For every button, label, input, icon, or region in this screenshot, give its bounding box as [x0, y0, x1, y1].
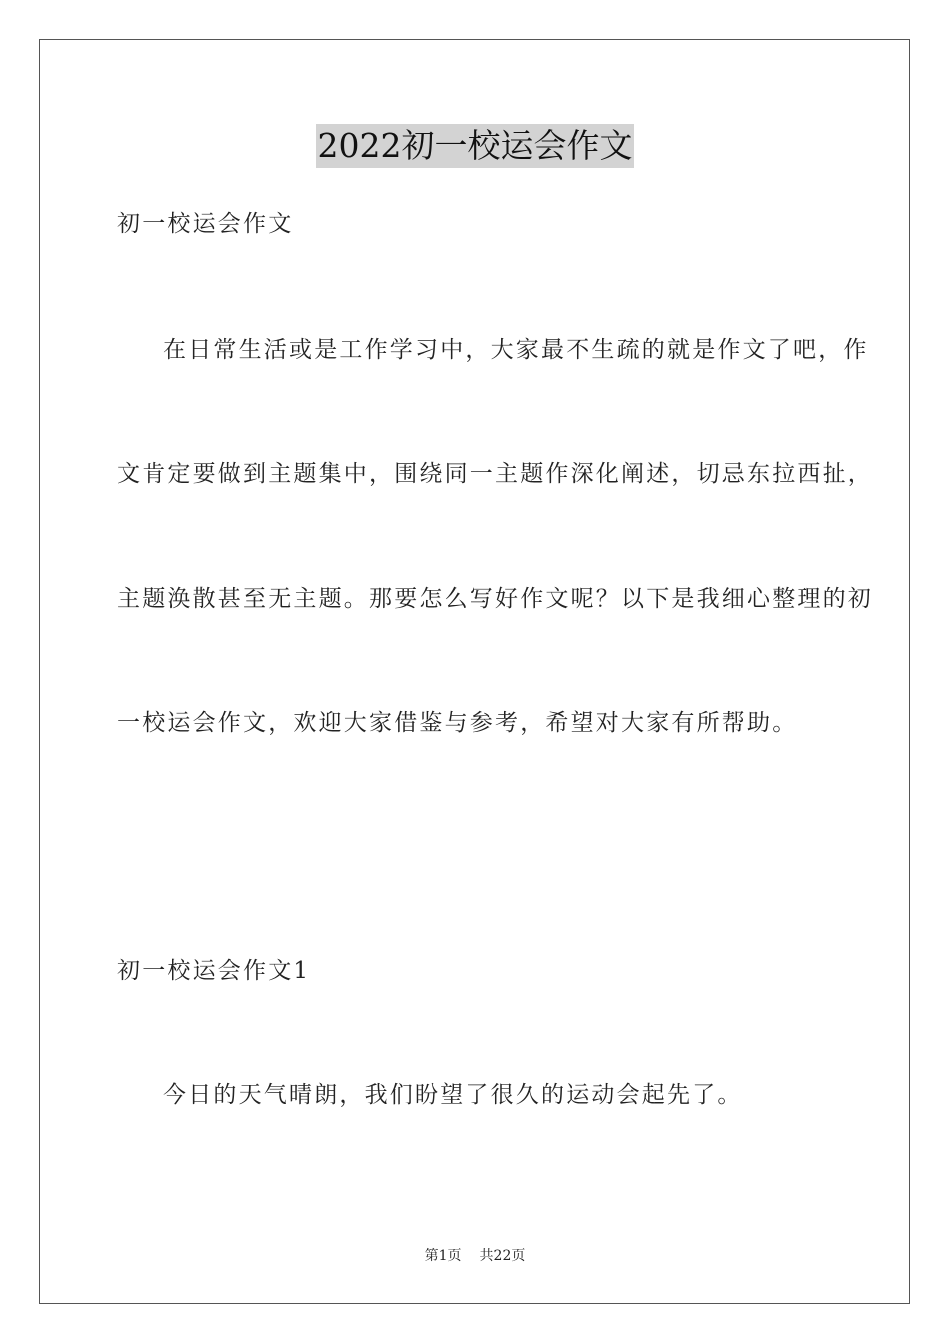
document-title: 2022初一校运会作文	[316, 124, 635, 168]
intro-line-2: 文肯定要做到主题集中，围绕同一主题作深化阐述，切忌东拉西扯，	[117, 461, 873, 487]
section-heading: 初一校运会作文1	[117, 958, 311, 984]
intro-line-1: 在日常生活或是工作学习中，大家最不生疏的就是作文了吧，作	[163, 337, 869, 363]
subheading: 初一校运会作文	[117, 211, 294, 237]
intro-line-4: 一校运会作文，欢迎大家借鉴与参考，希望对大家有所帮助。	[117, 710, 798, 736]
title-wrapper	[0, 124, 950, 168]
section-first-line: 今日的天气晴朗，我们盼望了很久的运动会起先了。	[163, 1082, 743, 1108]
page-number: 第1页	[424, 1248, 462, 1264]
page-footer	[0, 1246, 950, 1266]
page-total: 共22页	[479, 1248, 526, 1264]
intro-line-3: 主题涣散甚至无主题。那要怎么写好作文呢？以下是我细心整理的初	[117, 586, 873, 612]
